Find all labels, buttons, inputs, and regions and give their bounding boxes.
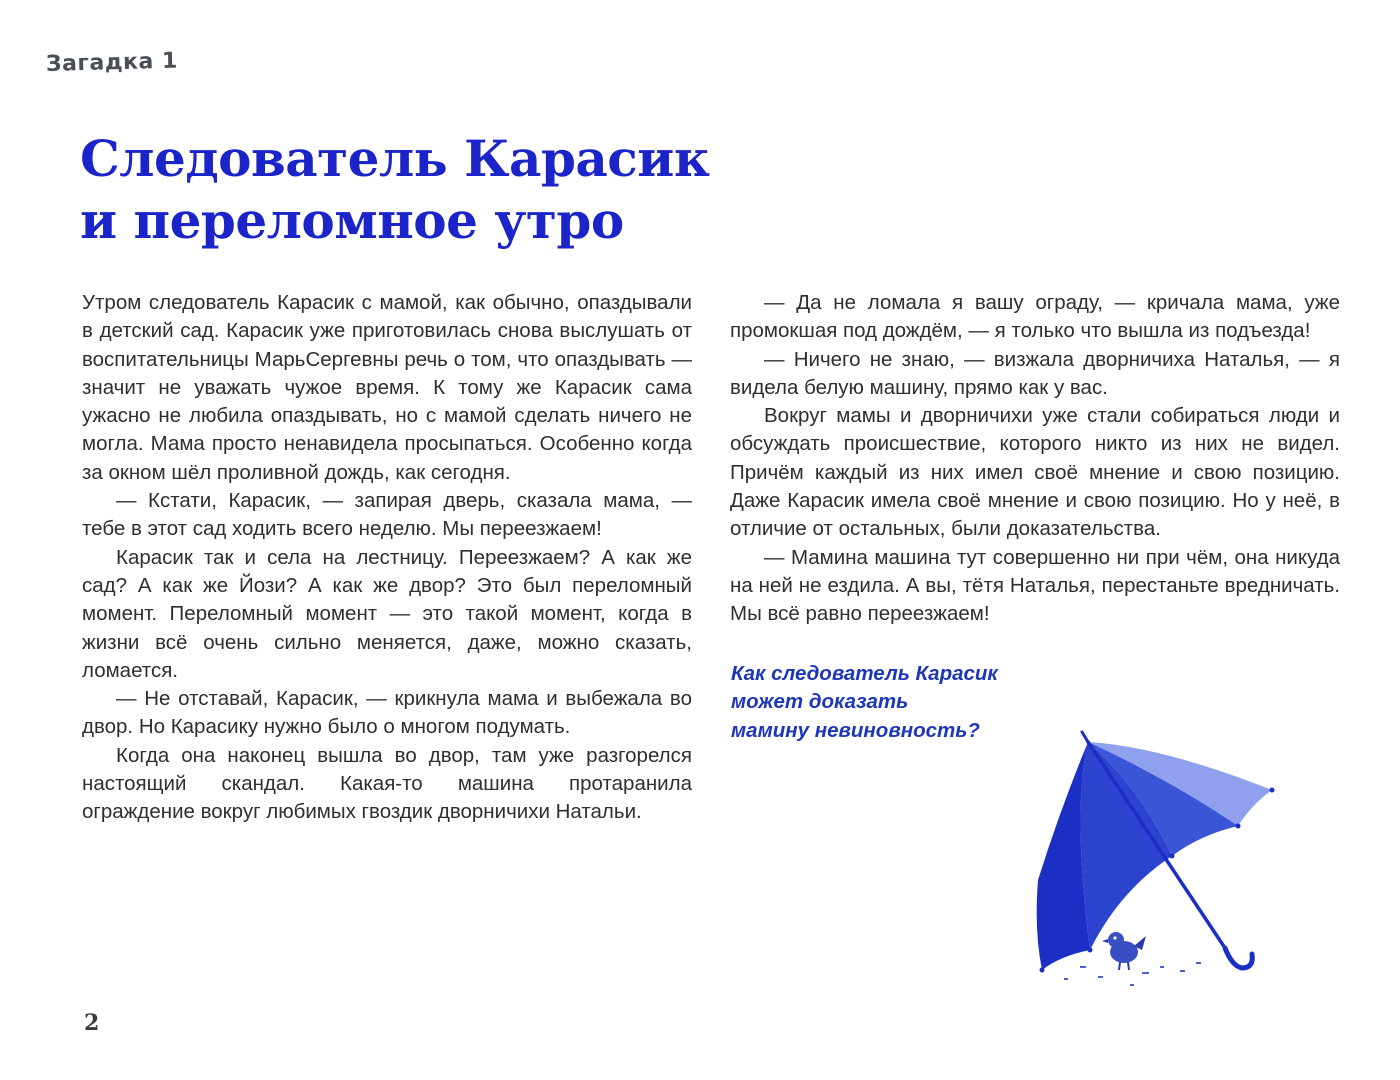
riddle-question (731, 660, 998, 745)
paragraph: Когда она наконец вышла во двор, там уже разгорелся настоящий скандал. Какая-то машина протаранила ограждение вокруг любимых гвоздик дворничихи Натальи. (82, 743, 692, 824)
question-line-3: мамину невиновность? (731, 718, 980, 742)
left-column (82, 289, 692, 827)
paragraph: — Ничего не знаю, — визжала дворничиха Наталья, — я видела белую машину, прямо как у вас. (730, 347, 1340, 399)
page-number: 2 (84, 1010, 100, 1036)
rain-drops (1064, 962, 1201, 986)
paragraph: — Не отставай, Карасик, — крикнула мама и выбежала во двор. Но Карасику нужно было о многом подумать. (82, 687, 692, 739)
paragraph: Карасик так и села на лестницу. Переезжаем? А как же сад? А как же Йози? А как же двор? Это был переломный момент. Переломный момент — это такой момент, когда в жизни всё очень сильно меняется, даже, можно сказать, ломается. (82, 545, 692, 682)
paragraph: — Кстати, Карасик, — запирая дверь, сказала мама, — тебе в этот сад ходить всего неделю. Мы переезжаем! (82, 489, 692, 541)
page-title (80, 128, 709, 252)
chapter-label: Загадка 1 (45, 48, 179, 77)
paragraph: — Да не ломала я вашу ограду, — кричала мама, уже промокшая под дождём, — я только что вышла из подъезда! (730, 291, 1340, 343)
title-line-1: Следователь Карасик (80, 129, 710, 188)
question-line-2: может доказать (731, 690, 909, 714)
paragraph: — Мамина машина тут совершенно ни при чём, она никуда на ней не ездила. А вы, тётя Наталья, перестаньте вредничать. Мы всё равно переезжаем! (730, 545, 1340, 626)
title-line-2: и переломное утро (80, 191, 624, 250)
umbrella-icon (1037, 732, 1275, 973)
right-column (730, 289, 1340, 629)
paragraph: Вокруг мамы и дворничихи уже стали собираться люди и обсуждать происшествие, которого никто из них не видел. Причём каждый из них имел своё мнение и свою позицию. Даже Карасик имела своё мнение и свою позицию. Но у неё, в отличие от остальных, были доказательства. (730, 404, 1340, 541)
question-line-1: Как следователь Карасик (731, 662, 998, 685)
bird-icon (1102, 932, 1146, 970)
paragraph: Утром следователь Карасик с мамой, как обычно, опаздывали в детский сад. Карасик уже приготовилась снова выслушать от воспитательницы МарьСергевны речь о том, что опаздывать — значит не уважать чужое время. К тому же Карасик сама ужасно не любила опаздывать, но с мамой сделать ничего не могла. Мама просто ненавидела просыпаться. Особенно когда за окном шёл проливной дождь, как сегодня. (82, 291, 692, 484)
umbrella-illustration (1020, 730, 1320, 1010)
